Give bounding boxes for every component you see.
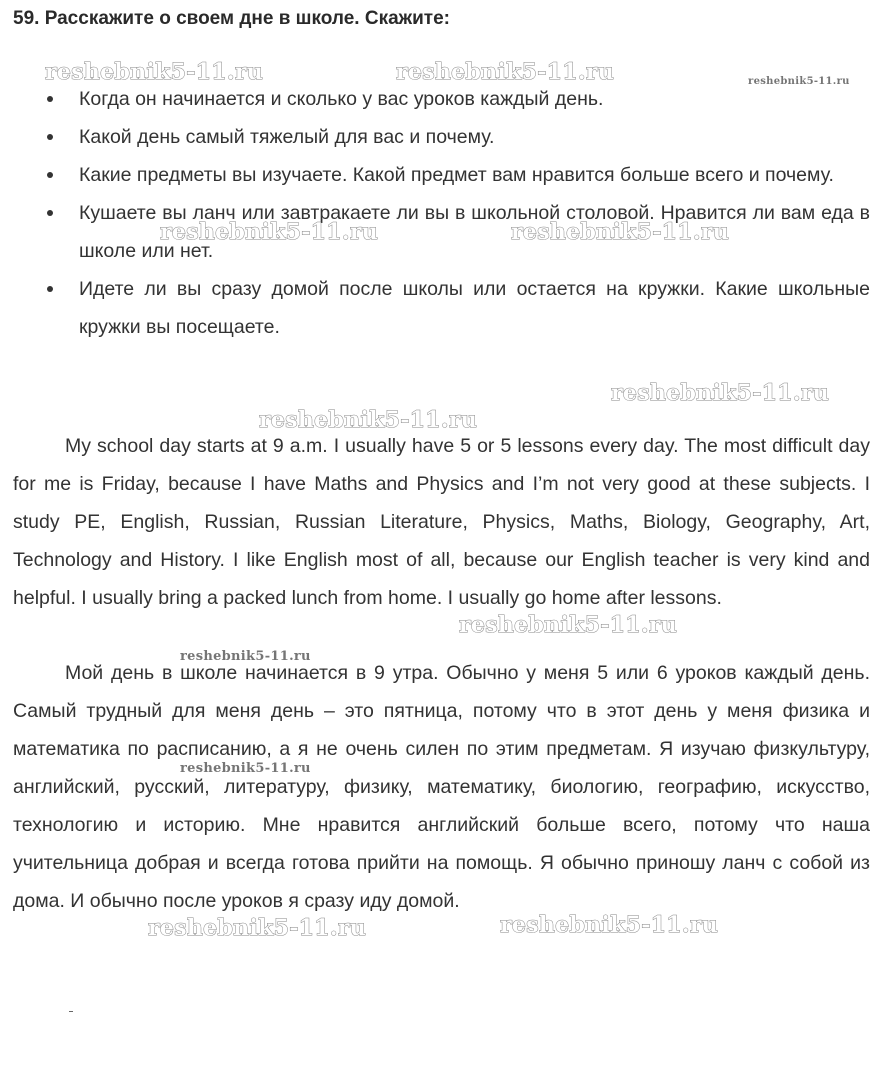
question-text: Какой день самый тяжелый для вас и почему.: [79, 126, 495, 148]
question-item: [0, 194, 883, 270]
question-item: [0, 156, 883, 194]
answer-russian: Мой день в школе начинается в 9 утра. Обычно у меня 5 или 6 уроков каждый день. Самый трудный для меня день – это пятница, потому что в этот день у меня физика и математика по расписанию, а я не очень силен по этим предметам. Я изучаю физкультуру, английский, русский, литературу, физику, математику, биологию, географию, искусство, технологию и историю. Мне нравится английский больше всего, потому что наша учительница добрая и всегда готова прийти на помощь. Я обычно приношу ланч с собой из дома. И обычно после уроков я сразу иду домой.: [13, 662, 870, 912]
bullet-icon: [47, 286, 53, 292]
question-list: [0, 80, 883, 346]
watermark: reshebnik5-11.ru: [180, 649, 311, 664]
watermark: reshebnik5-11.ru: [148, 915, 367, 941]
bullet-icon: [47, 210, 53, 216]
question-text: Кушаете вы ланч или завтракаете ли вы в школьной столовой. Нравится ли вам еда в школе или нет.: [79, 202, 870, 262]
question-item: [0, 270, 883, 346]
watermark: reshebnik5-11.ru: [459, 612, 678, 638]
question-text: Когда он начинается и сколько у вас уроков каждый день.: [79, 88, 604, 110]
question-text: Идете ли вы сразу домой после школы или остается на кружки. Какие школьные кружки вы посещаете.: [79, 278, 870, 338]
exercise-heading: 59. Расскажите о своем дне в школе. Скажите:: [13, 8, 450, 29]
watermark: reshebnik5-11.ru: [748, 76, 850, 87]
bullet-icon: [47, 134, 53, 140]
watermark: reshebnik5-11.ru: [259, 407, 478, 433]
watermark: reshebnik5-11.ru: [611, 380, 830, 406]
watermark: reshebnik5-11.ru: [180, 761, 311, 776]
watermark: reshebnik5-11.ru: [160, 219, 379, 245]
watermark: reshebnik5-11.ru: [45, 59, 264, 85]
stray-mark: [69, 1011, 73, 1012]
watermark: reshebnik5-11.ru: [396, 59, 615, 85]
bullet-icon: [47, 172, 53, 178]
bullet-icon: [47, 96, 53, 102]
watermark: reshebnik5-11.ru: [511, 219, 730, 245]
question-item: [0, 80, 883, 118]
watermark: reshebnik5-11.ru: [500, 912, 719, 938]
answer-english: My school day starts at 9 a.m. I usually have 5 or 5 lessons every day. The most difficult day for me is Friday, because I have Maths and Physics and I’m not very good at these subjects. I study PE, English, Russian, Russian Literature, Physics, Maths, Biology, Geography, Art, Technology and History. I like English most of all, because our English teacher is very kind and helpful. I usually bring a packed lunch from home. I usually go home after lessons.: [13, 435, 870, 609]
question-item: [0, 118, 883, 156]
question-text: Какие предметы вы изучаете. Какой предмет вам нравится больше всего и почему.: [79, 164, 834, 186]
